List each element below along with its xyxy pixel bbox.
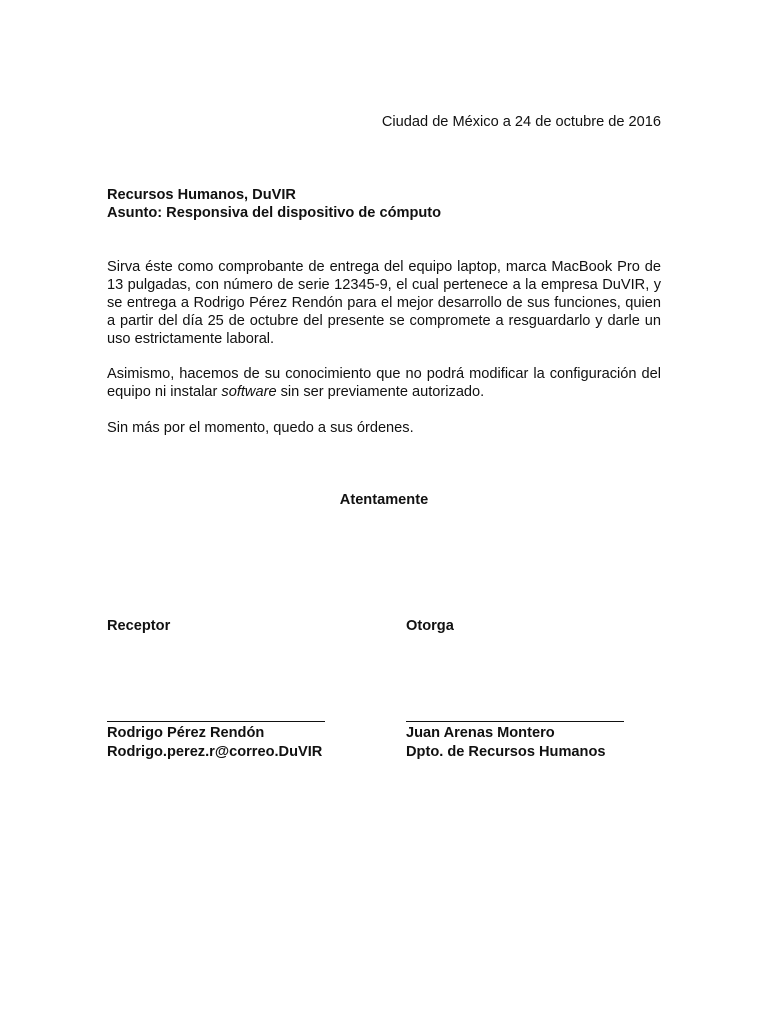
receptor-name: Rodrigo Pérez Rendón xyxy=(107,725,265,741)
paragraph-closing-remark: Sin más por el momento, quedo a sus órdenes. xyxy=(107,420,414,436)
receptor-signature-line xyxy=(107,721,325,722)
letter-header xyxy=(107,186,441,222)
paragraph-notice-text-start: Asimismo, hacemos de su conocimiento que no podrá modificar la configuración del equipo ni instalar xyxy=(107,366,661,400)
otorga-signature-line xyxy=(406,721,624,722)
subject-line: Asunto: Responsiva del dispositivo de cómputo xyxy=(107,205,442,221)
receptor-email: Rodrigo.perez.r@correo.DuVIR xyxy=(107,744,323,760)
otorga-name: Juan Arenas Montero xyxy=(406,725,555,741)
paragraph-notice-text-end: sin ser previamente autorizado. xyxy=(276,384,485,400)
date-line: Ciudad de México a 24 de octubre de 2016 xyxy=(381,114,661,130)
paragraph-notice xyxy=(107,365,661,401)
receptor-label: Receptor xyxy=(107,618,171,634)
receptor-signature-block xyxy=(107,724,322,762)
software-term: software xyxy=(221,384,277,400)
recipient-line: Recursos Humanos, DuVIR xyxy=(107,187,296,203)
otorga-department: Dpto. de Recursos Humanos xyxy=(406,744,606,760)
closing-salutation: Atentamente xyxy=(339,492,429,508)
otorga-signature-block xyxy=(406,724,605,762)
otorga-label: Otorga xyxy=(406,618,454,634)
paragraph-delivery: Sirva éste como comprobante de entrega del equipo laptop, marca MacBook Pro de 13 pulgadas, con número de serie 12345-9, el cual pertenece a la empresa DuVIR, y se entrega a Rodrigo Pérez Rendón para el mejor desarrollo de sus funciones, quien a partir del día 25 de octubre del presente se compromete a resguardarlo y darle un uso estrictamente laboral. xyxy=(107,259,661,347)
